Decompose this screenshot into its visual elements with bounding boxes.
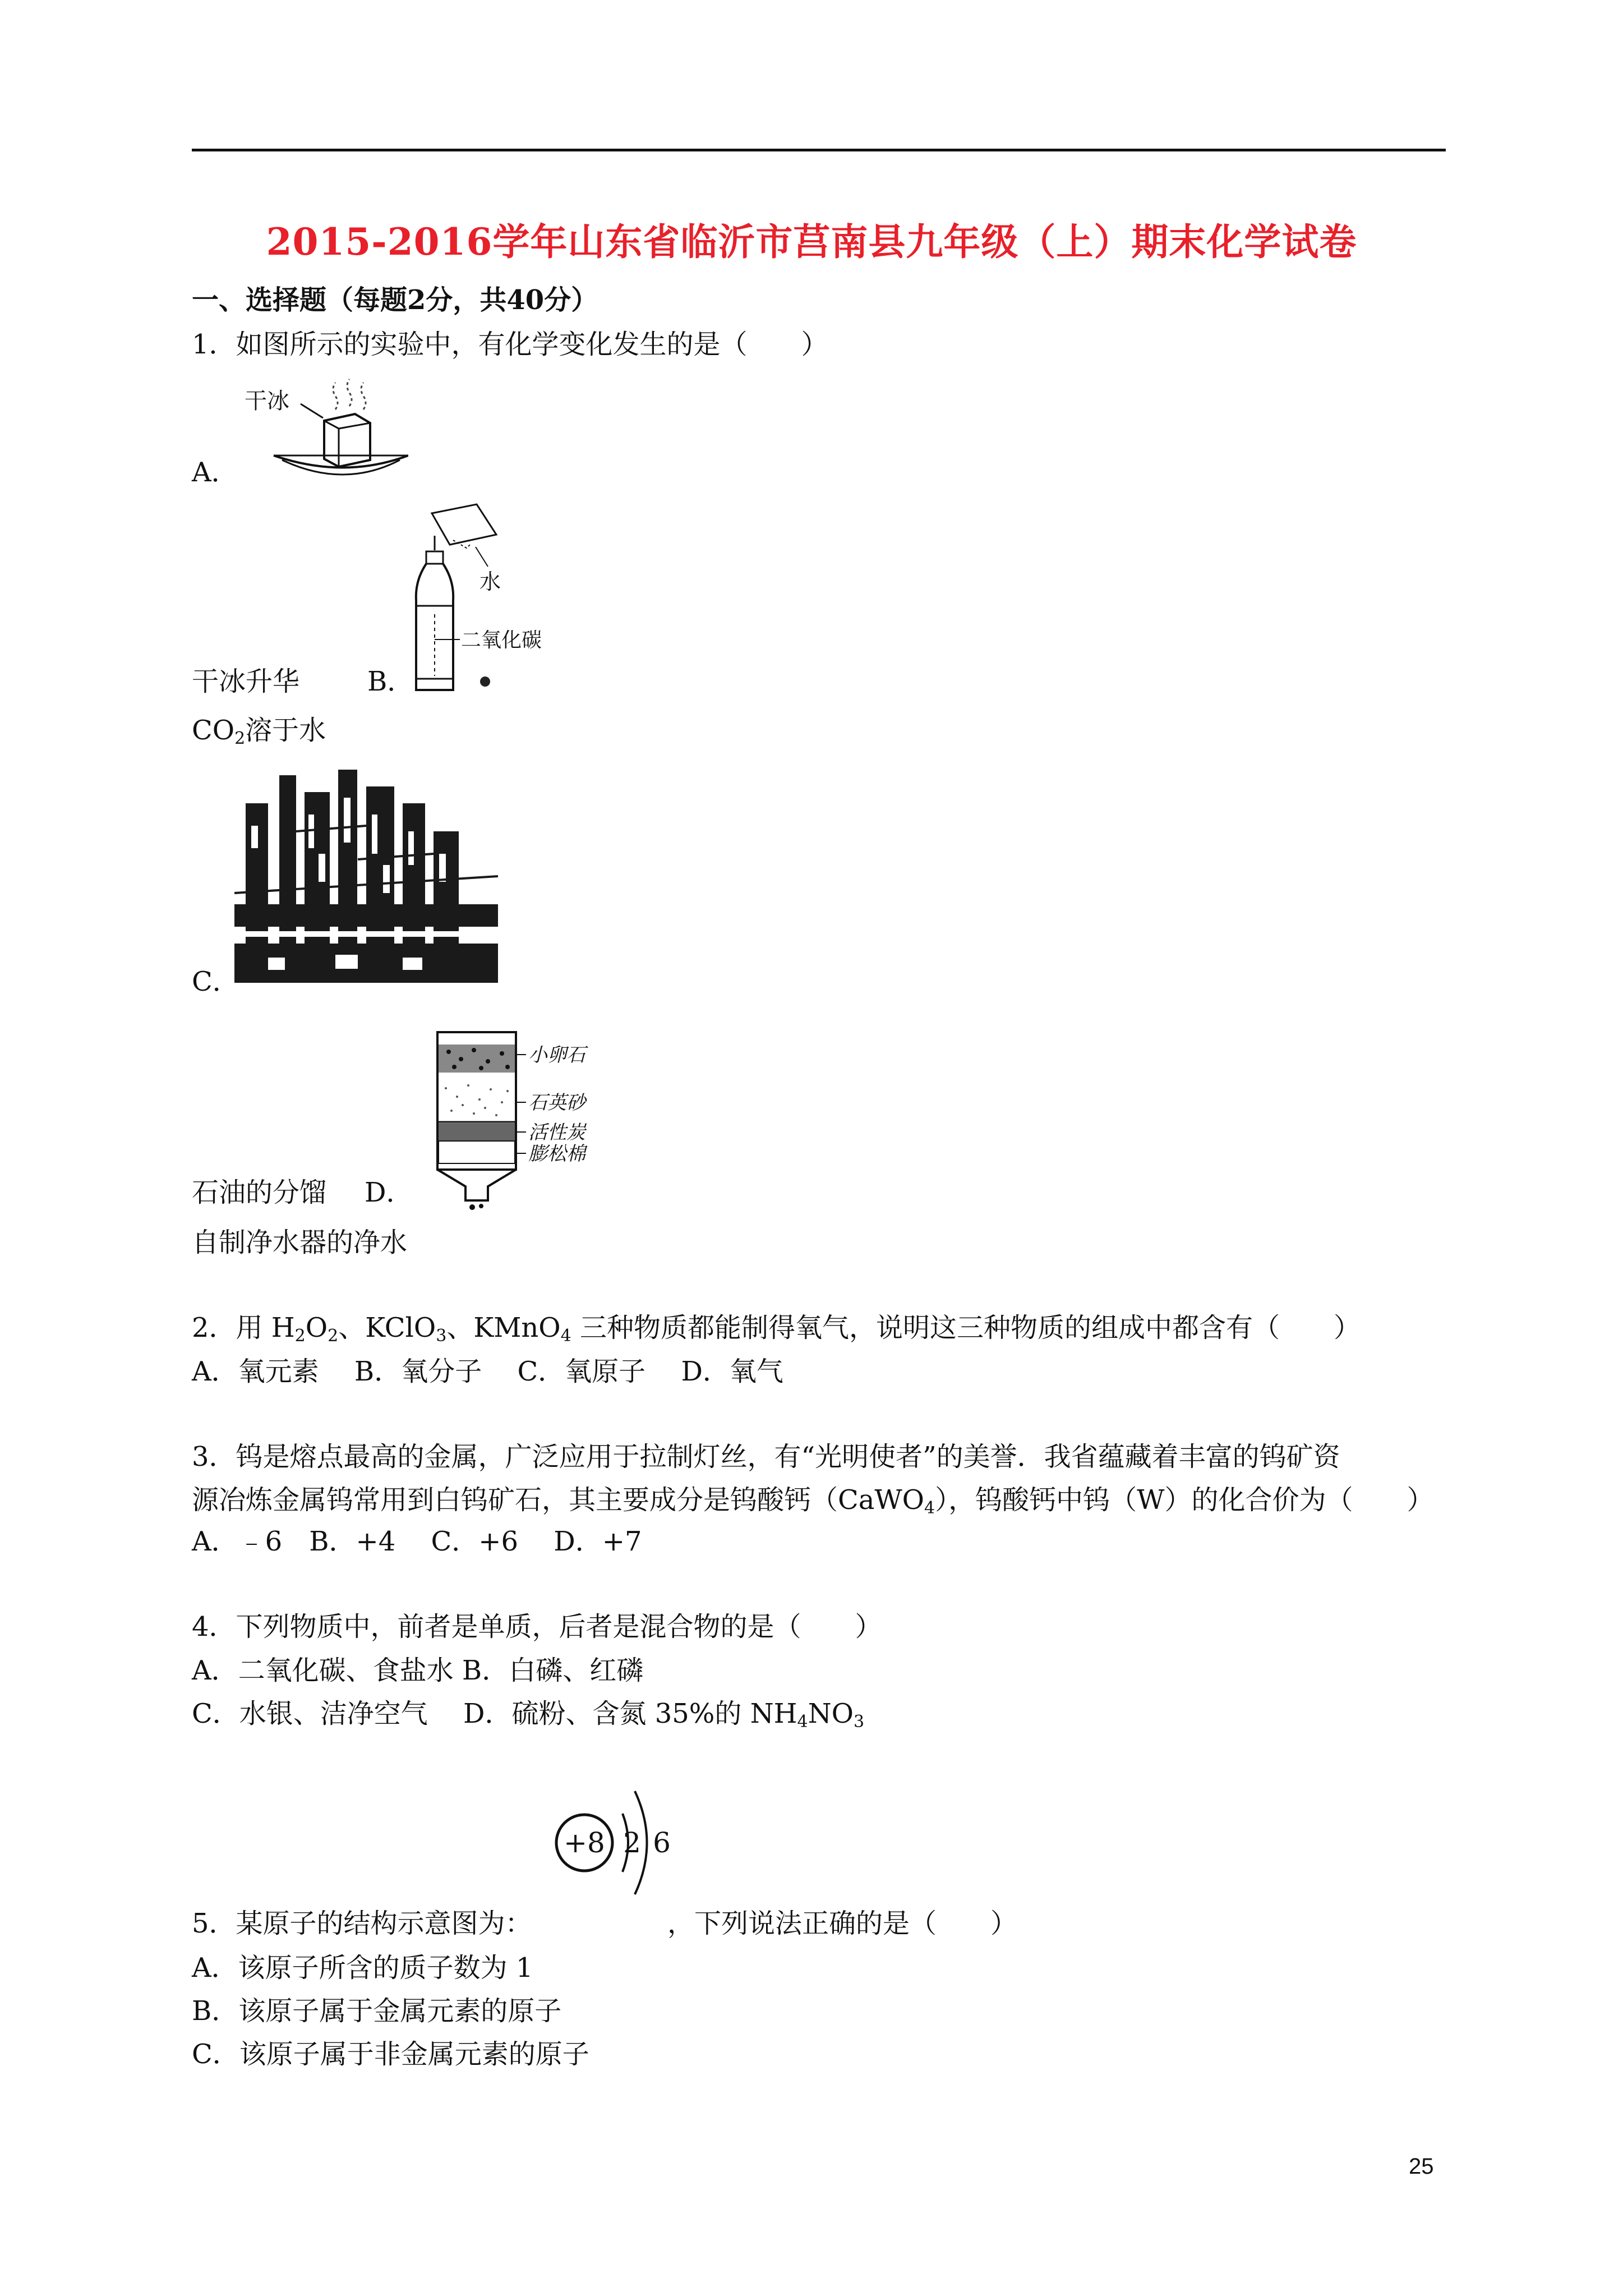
q4-options-row2: C．水银、洁净空气 D．硫粉、含氮 35%的 $NH_4NO_3$ — [192, 1698, 865, 1732]
q3-stem-line1: 3．钨是熔点最高的金属，广泛应用于拉制灯丝，有“光明使者”的美誉．我省蕴藏着丰富的钨矿资 — [192, 1441, 1340, 1473]
q1-option-c-caption: 石油的分馏 — [192, 1177, 327, 1208]
q1-stem: 1．如图所示的实验中，有化学变化发生的是（ ） — [192, 329, 828, 360]
q2-stem: 2．用 $H_2O_2$、KClO$_3$、KMnO$_4$ 三种物质都能制得氧气，说明这三种物质的组成中都含有（ ） — [192, 1312, 1361, 1346]
q5-option-b: B．该原子属于金属元素的原子 — [192, 1995, 562, 2027]
filter-label-charcoal: 活性炭 — [528, 1121, 585, 1144]
q2-options: A．氧元素 B．氧分子 C．氧原子 D．氧气 — [192, 1356, 783, 1387]
q4-stem: 4．下列物质中，前者是单质，后者是混合物的是（ ） — [192, 1611, 882, 1642]
q3-options: A．﹣6 B．+4 C．+6 D．+7 — [192, 1526, 642, 1557]
q1-option-d-caption: 自制净水器的净水 — [192, 1227, 408, 1258]
q1-option-d-letter: D． — [365, 1177, 413, 1208]
q1-option-c-letter: C． — [192, 966, 239, 997]
q4-options-row1: A．二氧化碳、食盐水 B．白磷、红磷 — [192, 1655, 644, 1686]
q1-figure-dry-ice — [229, 365, 408, 488]
q1-option-b-letter: B． — [367, 666, 414, 697]
page-number: 25 — [1409, 2154, 1434, 2179]
q1-a-fig-label: 干冰 — [245, 388, 289, 414]
q1-b-fig-co2: 二氧化碳 — [461, 629, 542, 652]
header-rule — [192, 149, 1446, 151]
q1-b-fig-water: 水 — [479, 569, 501, 594]
q5-stem-prefix: 5．某原子的结构示意图为： — [192, 1908, 532, 1939]
q1-option-b-caption: $CO_2$溶于水 — [192, 715, 326, 748]
filter-label-sand: 石英砂 — [528, 1092, 585, 1114]
q5-option-c: C．该原子属于非金属元素的原子 — [192, 2039, 589, 2070]
filter-label-pebbles: 小卵石 — [528, 1044, 585, 1066]
atom-shell1-electrons: 2 — [623, 1826, 641, 1859]
atom-shell2-electrons: 6 — [653, 1826, 671, 1859]
q5-stem-suffix: ，下列说法正确的是（ ） — [667, 1908, 1018, 1939]
q1-figure-refinery — [234, 764, 498, 988]
q3-stem-line2: 源冶炼金属钨常用到白钨矿石，其主要成分是钨酸钙（CaWO$_4$），钨酸钙中钨（W）的化合价为（ ） — [192, 1484, 1434, 1518]
q1-figure-water-filter — [426, 1021, 611, 1212]
filter-label-cotton: 膨松棉 — [528, 1143, 585, 1165]
q1-option-a-letter: A． — [192, 457, 238, 488]
section-heading: 一、选择题（每题2分，共40分） — [192, 284, 598, 316]
q1-option-a-caption: 干冰升华 — [192, 666, 300, 697]
atom-nucleus-charge: +8 — [564, 1826, 605, 1859]
q5-atom-structure-diagram — [550, 1781, 690, 1904]
q1-figure-co2-bottle — [404, 496, 566, 698]
q5-option-a: A．该原子所含的质子数为 1 — [192, 1952, 533, 1984]
page-title: 2015-2016学年山东省临沂市莒南县九年级（上）期末化学试卷 — [266, 220, 1357, 264]
